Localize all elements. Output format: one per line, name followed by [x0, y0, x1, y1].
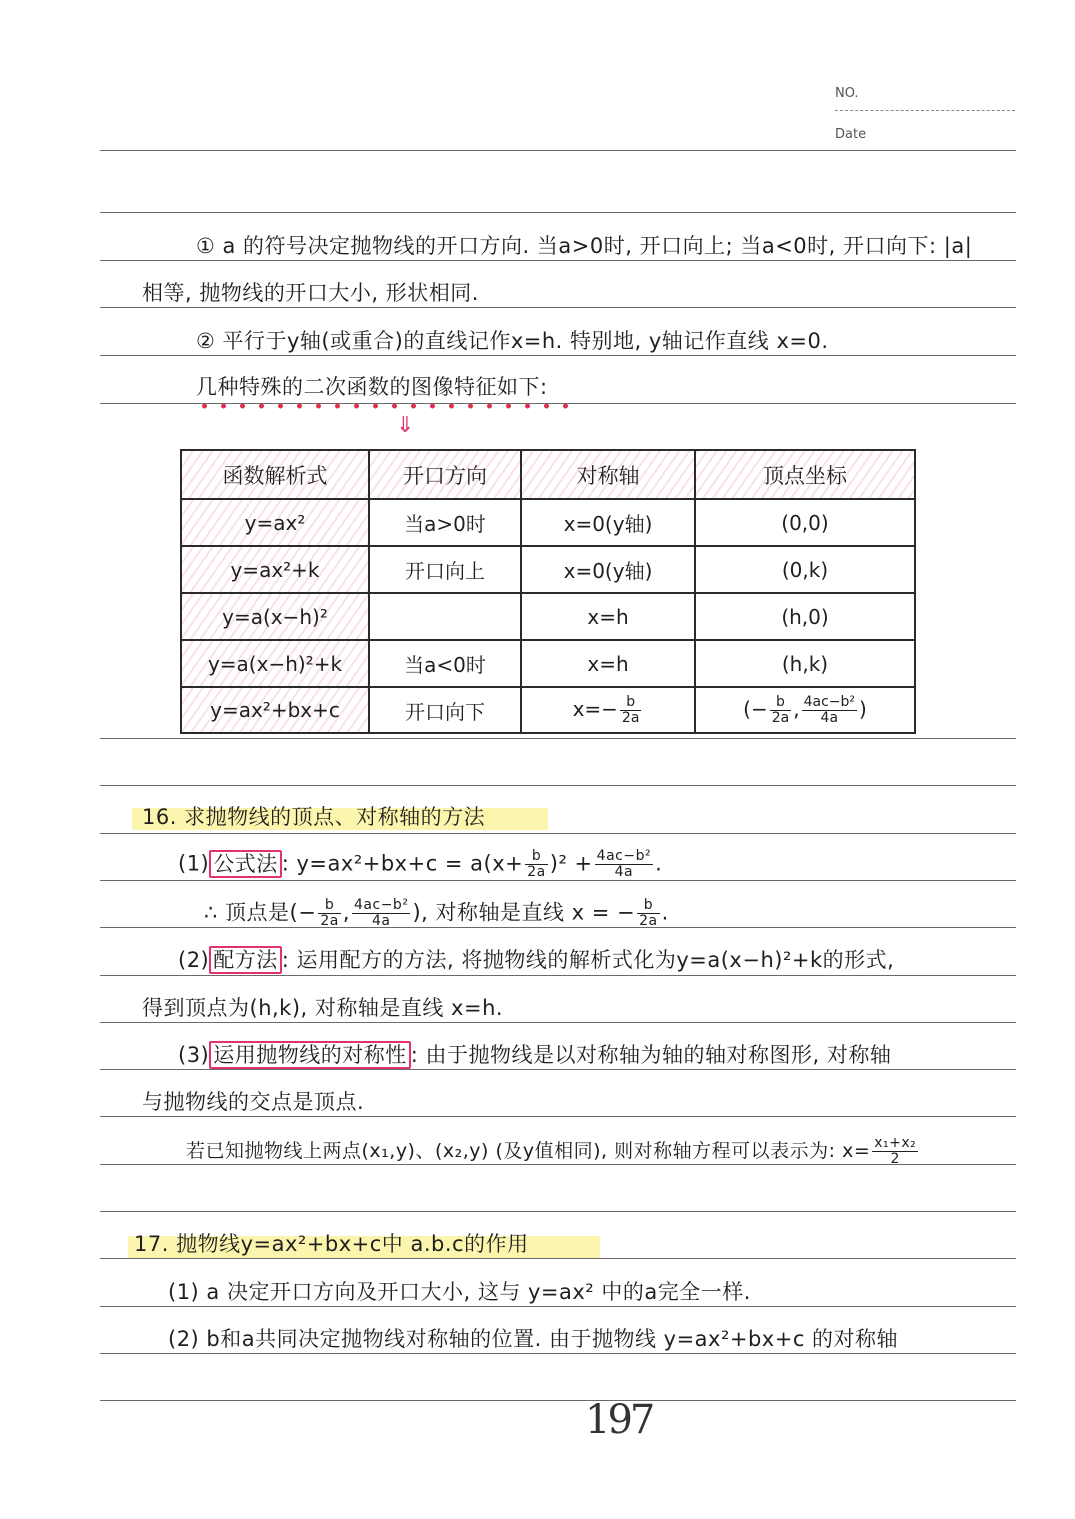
table-cell	[521, 687, 695, 733]
page-number: 197	[585, 1397, 653, 1443]
ruled-line	[100, 738, 1016, 739]
s17-line: (2) b和a共同决定抛物线对称轴的位置. 由于抛物线 y=ax²+bx+c 的对称轴	[168, 1327, 899, 1351]
fraction	[595, 849, 653, 880]
fraction-num: b	[637, 898, 660, 914]
formula-text: : y=ax²+bx+c = a(x+	[281, 851, 524, 876]
vertex-prefix: (−	[743, 696, 768, 721]
comma: ,	[342, 900, 351, 925]
ruled-line	[100, 880, 1016, 881]
fraction	[872, 1136, 918, 1167]
table-header: 对称轴	[521, 450, 695, 499]
ruled-line	[100, 833, 1016, 834]
method-3-line2: 与抛物线的交点是顶点.	[142, 1090, 365, 1114]
table-row	[181, 499, 915, 546]
table-cell: (0,0)	[695, 499, 915, 546]
ruled-line	[100, 975, 1016, 976]
para-line: ① a 的符号决定抛物线的开口方向. 当a>0时, 开口向上; 当a<0时, 开口向下: |a|	[196, 234, 973, 258]
fraction	[637, 898, 660, 929]
section-title: 16. 求抛物线的顶点、对称轴的方法	[142, 805, 486, 829]
method-3-line3	[186, 1136, 920, 1167]
table-cell	[369, 593, 521, 640]
method-text: : 由于抛物线是以对称轴为轴的轴对称图形, 对称轴	[410, 1043, 892, 1067]
period: .	[655, 851, 663, 876]
para-line: 相等, 抛物线的开口大小, 形状相同.	[142, 281, 479, 305]
fraction-den: 2a	[771, 709, 790, 726]
table-row	[181, 640, 915, 687]
fraction-num: 4ac−b²	[596, 848, 652, 864]
ruled-line	[100, 307, 1016, 308]
fraction-num: 4ac−b²	[803, 693, 856, 710]
fraction-den: 2a	[639, 913, 658, 929]
fraction-den: 4a	[614, 864, 634, 880]
table-cell: (h,0)	[695, 593, 915, 640]
no-label: NO.	[835, 86, 859, 101]
method-1-conclusion	[204, 898, 669, 929]
fraction	[525, 849, 548, 880]
period: .	[661, 900, 669, 925]
table-header-row	[181, 450, 915, 499]
fraction	[620, 695, 642, 726]
fraction-den: 4a	[371, 913, 391, 929]
fraction-den: 2a	[320, 913, 339, 929]
method-number: (1)	[178, 851, 210, 876]
ruled-line	[100, 1400, 1016, 1401]
close-paren: )	[859, 696, 867, 721]
ruled-line	[100, 1306, 1016, 1307]
table-row	[181, 687, 915, 733]
table-cell: y=ax²	[181, 499, 369, 546]
table-header: 函数解析式	[181, 450, 369, 499]
ruled-line	[100, 260, 1016, 261]
ruled-line	[100, 1353, 1016, 1354]
fraction	[318, 898, 341, 929]
table-cell: 当a<0时	[369, 640, 521, 687]
method-text: : 运用配方的方法, 将抛物线的解析式化为y=a(x−h)²+k的形式,	[281, 948, 895, 972]
table-cell: y=ax²+bx+c	[181, 687, 369, 733]
table-cell: y=a(x−h)²+k	[181, 640, 369, 687]
s17-line: (1) a 决定开口方向及开口大小, 这与 y=ax² 中的a完全一样.	[168, 1280, 751, 1304]
method-name-box: 配方法	[209, 946, 282, 974]
quadratic-features-table	[180, 449, 916, 734]
ruled-line	[100, 1022, 1016, 1023]
section-title: 17. 抛物线y=ax²+bx+c中 a.b.c的作用	[134, 1232, 529, 1256]
comma: ,	[793, 696, 800, 721]
fraction	[802, 695, 857, 726]
ruled-line	[100, 1211, 1016, 1212]
table-cell: 当a>0时	[369, 499, 521, 546]
fraction-num: x₁+x₂	[874, 1135, 917, 1151]
table-cell: 开口向下	[369, 687, 521, 733]
table-header: 开口方向	[369, 450, 521, 499]
axis-prefix: x=−	[572, 696, 618, 721]
fraction-num: b	[525, 849, 548, 865]
fraction	[352, 898, 410, 929]
fraction-den: 4a	[820, 709, 839, 726]
ruled-line	[100, 1069, 1016, 1070]
ruled-line	[100, 785, 1016, 786]
table-row	[181, 546, 915, 593]
fraction-den: 2a	[527, 864, 546, 880]
ruled-line	[100, 355, 1016, 356]
method-2-line	[178, 946, 894, 974]
table-cell: y=ax²+k	[181, 546, 369, 593]
formula-text: ), 对称轴是直线 x = −	[412, 900, 636, 925]
fraction-num: b	[770, 695, 792, 711]
fraction-den: 2a	[621, 709, 640, 726]
down-arrow-icon: ⇓	[396, 413, 415, 438]
method-1-line	[178, 849, 662, 880]
ruled-line	[100, 212, 1016, 213]
table-cell: x=h	[521, 640, 695, 687]
date-label: Date	[835, 127, 867, 142]
table-cell: (h,k)	[695, 640, 915, 687]
ruled-line	[100, 150, 1016, 151]
method-number: (3)	[178, 1043, 210, 1067]
formula-text: ∴ 顶点是(−	[204, 900, 317, 925]
table-cell: (0,k)	[695, 546, 915, 593]
fraction	[770, 695, 792, 726]
fraction-num: b	[620, 695, 642, 711]
method-number: (2)	[178, 948, 210, 972]
no-dashed-line	[835, 110, 1015, 111]
table-cell: 开口向上	[369, 546, 521, 593]
table-cell: x=0(y轴)	[521, 546, 695, 593]
method-name-box: 运用抛物线的对称性	[209, 1041, 411, 1069]
table-row	[181, 593, 915, 640]
para-line: ② 平行于y轴(或重合)的直线记作x=h. 特别地, y轴记作直线 x=0.	[196, 329, 829, 353]
table-cell: x=h	[521, 593, 695, 640]
fraction-den: 2	[890, 1151, 900, 1167]
formula-text: )² +	[549, 851, 593, 876]
table-header: 顶点坐标	[695, 450, 915, 499]
fraction-num: 4ac−b²	[354, 897, 409, 913]
method-text: 若已知抛物线上两点(x₁,y)、(x₂,y) (及y值相同), 则对称轴方程可以表示为: x=	[186, 1140, 871, 1162]
red-dotted-underline	[195, 401, 575, 411]
table-cell: x=0(y轴)	[521, 499, 695, 546]
table-cell	[695, 687, 915, 733]
para-line: 几种特殊的二次函数的图像特征如下:	[196, 375, 548, 399]
ruled-line	[100, 1258, 1016, 1259]
method-name-box: 公式法	[209, 850, 282, 878]
method-2-line2: 得到顶点为(h,k), 对称轴是直线 x=h.	[142, 996, 504, 1020]
ruled-line	[100, 1116, 1016, 1117]
table-cell: y=a(x−h)²	[181, 593, 369, 640]
fraction-num: b	[318, 898, 341, 914]
method-3-line	[178, 1041, 891, 1069]
